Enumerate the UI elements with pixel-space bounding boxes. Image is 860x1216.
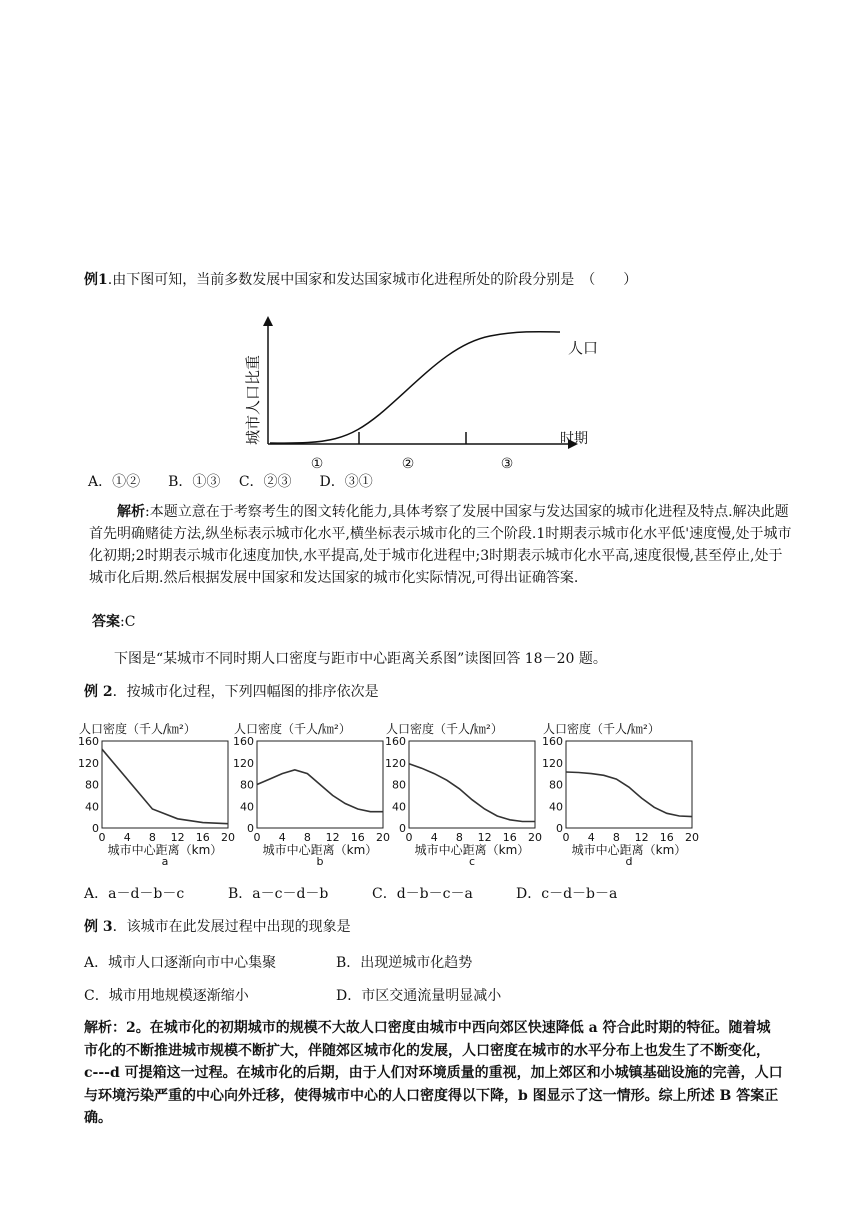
x-tick-label: 8 bbox=[148, 831, 156, 844]
y-tick-label: 160 bbox=[78, 735, 99, 748]
x-tick-label: 4 bbox=[430, 831, 438, 844]
q3-option-d: D．市区交通流量明显减小 bbox=[336, 988, 502, 1004]
x-tick-label: 8 bbox=[303, 831, 311, 844]
answer-label: 答案 bbox=[92, 614, 120, 630]
x-tick-label: 12 bbox=[634, 831, 649, 844]
x-axis-label: 城市中心距离（km） bbox=[107, 843, 223, 857]
analysis-text: :本题立意在于考察考生的图文转化能力,具体考察了发展中国家与发达国家的城市化进程及特点.解决此题首先明确赌徒方法,纵坐标表示城市化水平,横坐标表示城市化的三个阶段.1时期表示城市化水平低'速度慢,处于城市化初期;2时期表示城市化速度加快,水平提高,处于城市化进程中;3时期表示城市化水平高,速度很慢,甚至停止,处于城市化后期.然后根据发展中国家和发达国家的城市化实际情况,可得出证确答案. bbox=[89, 504, 792, 586]
y-axis-label: 城市人口比重 bbox=[244, 354, 262, 446]
x-tick-label: 8 bbox=[455, 831, 463, 844]
analysis-label: 解析 bbox=[117, 504, 145, 520]
y-tick-label: 120 bbox=[233, 756, 254, 770]
x-tick-label: 4 bbox=[278, 831, 286, 844]
y-tick-label: 0 bbox=[92, 822, 99, 835]
chart-title: 人口密度（千人/㎞²） bbox=[386, 722, 503, 736]
x-tick-label: 4 bbox=[587, 831, 595, 844]
density-chart-a bbox=[78, 716, 238, 866]
x-tick-label: 16 bbox=[350, 831, 365, 844]
analysis-block bbox=[89, 501, 794, 589]
x-tick-label: 0 bbox=[253, 831, 261, 844]
y-tick-label: 80 bbox=[85, 778, 99, 792]
x-axis-label: 时期 bbox=[560, 431, 588, 447]
plot-frame bbox=[102, 741, 228, 828]
density-chart-b bbox=[233, 716, 393, 866]
y-tick-label: 160 bbox=[233, 735, 254, 748]
x-tick-label: 16 bbox=[659, 831, 674, 844]
q2-option-c: C．d－b－c－a bbox=[372, 886, 473, 902]
population-curve bbox=[270, 332, 560, 443]
y-tick-label: 80 bbox=[549, 778, 563, 792]
density-line bbox=[566, 772, 692, 817]
x-axis-label: 城市中心距离（km） bbox=[262, 843, 378, 857]
answer-text: :C bbox=[120, 614, 136, 630]
x-tick-label: 0 bbox=[405, 831, 413, 844]
panel-letter: a bbox=[161, 855, 169, 866]
y-tick-label: 80 bbox=[392, 778, 406, 792]
x-tick-label: 0 bbox=[98, 831, 106, 844]
density-chart-d bbox=[542, 716, 717, 866]
chart-title: 人口密度（千人/㎞²） bbox=[79, 722, 196, 736]
q2-option-d: D．c－d－b－a bbox=[516, 886, 618, 902]
intro-text: 下图是“某城市不同时期人口密度与距市中心距离关系图”读图回答 18－20 题。 bbox=[114, 651, 607, 667]
x-tick-label: 4 bbox=[123, 831, 131, 844]
chart-title: 人口密度（千人/㎞²） bbox=[543, 722, 660, 736]
q2-option-b: B．a－c－d－b bbox=[228, 886, 329, 902]
y-tick-label: 120 bbox=[385, 756, 406, 770]
y-tick-label: 0 bbox=[556, 822, 563, 835]
x-tick-label: 20 bbox=[685, 831, 699, 844]
x-tick-label: 20 bbox=[376, 831, 390, 844]
question-2-text: ．按城市化过程，下列四幅图的排序依次是 bbox=[112, 684, 379, 700]
y-tick-label: 40 bbox=[240, 800, 254, 814]
question-1-text: .由下图可知，当前多数发展中国家和发达国家城市化进程所处的阶段分别是 （ ） bbox=[107, 272, 638, 288]
q2-option-a: A．a－d－b－c bbox=[84, 886, 185, 902]
x-tick-label: 12 bbox=[325, 831, 340, 844]
final-analysis: 解析：2。在城市化的初期城市的规模不大故人口密度由城市中西向郊区快速降低 a 符合此时期的特征。随着城市化的不断推进城市规模不断扩大，伴随郊区城市化的发展，人口密度在城市的水平分布上也发生了不断变化，c---d 可提箱这一过程。在城市化的后期，由于人们对环境质量的重视，加上郊区和小城镇基础设施的完善，人口与环境污染严重的中心向外迁移，使得城市中心的人口密度得以下降，b 图显示了这一情形。综上所述 B 答案正确。 bbox=[84, 1020, 783, 1126]
density-chart-c bbox=[385, 716, 545, 866]
x-tick-label: 20 bbox=[221, 831, 235, 844]
question-3-label: 例 3 bbox=[84, 919, 113, 935]
y-tick-label: 0 bbox=[399, 822, 406, 835]
density-line bbox=[409, 764, 535, 822]
y-tick-label: 40 bbox=[85, 800, 99, 814]
stage-2-label: ② bbox=[401, 456, 415, 472]
x-axis-label: 城市中心距离（km） bbox=[571, 843, 687, 857]
y-tick-label: 160 bbox=[385, 735, 406, 748]
q3-option-a: A．城市人口逐渐向市中心集聚 bbox=[84, 955, 277, 971]
q3-option-b: B．出现逆城市化趋势 bbox=[336, 955, 473, 971]
y-tick-label: 40 bbox=[392, 800, 406, 814]
x-tick-label: 8 bbox=[612, 831, 620, 844]
question-1-options: A．①② B．①③ C．②③ D．③① bbox=[88, 474, 373, 490]
stage-3-label: ③ bbox=[500, 456, 514, 472]
plot-frame bbox=[409, 741, 535, 828]
y-tick-label: 120 bbox=[78, 756, 99, 770]
y-tick-label: 120 bbox=[542, 756, 563, 770]
density-line bbox=[257, 770, 383, 812]
question-2 bbox=[84, 680, 379, 704]
x-tick-label: 12 bbox=[477, 831, 492, 844]
question-1 bbox=[84, 268, 637, 292]
panel-letter: c bbox=[468, 855, 476, 866]
question-1-label: 例1 bbox=[84, 272, 108, 288]
x-axis-label: 城市中心距离（km） bbox=[414, 843, 530, 857]
question-3-text: ．该城市在此发展过程中出现的现象是 bbox=[112, 919, 351, 935]
y-tick-label: 40 bbox=[549, 800, 563, 814]
y-tick-label: 80 bbox=[240, 778, 254, 792]
stage-1-label: ① bbox=[310, 456, 324, 472]
answer-line bbox=[92, 610, 135, 634]
q3-option-c: C．城市用地规模逐渐缩小 bbox=[84, 988, 249, 1004]
x-tick-label: 0 bbox=[562, 831, 570, 844]
y-tick-label: 0 bbox=[247, 822, 254, 835]
x-tick-label: 16 bbox=[195, 831, 210, 844]
y-tick-label: 160 bbox=[542, 735, 563, 748]
question-2-label: 例 2 bbox=[84, 684, 113, 700]
x-tick-label: 12 bbox=[170, 831, 185, 844]
panel-letter: b bbox=[316, 855, 324, 866]
x-tick-label: 16 bbox=[502, 831, 517, 844]
chart-title: 人口密度（千人/㎞²） bbox=[234, 722, 351, 736]
x-tick-label: 20 bbox=[528, 831, 542, 844]
panel-letter: d bbox=[625, 855, 633, 866]
curve-label: 人口 bbox=[568, 339, 599, 357]
urbanization-curve-chart bbox=[230, 310, 630, 478]
density-line bbox=[102, 749, 228, 824]
question-3 bbox=[84, 915, 351, 939]
